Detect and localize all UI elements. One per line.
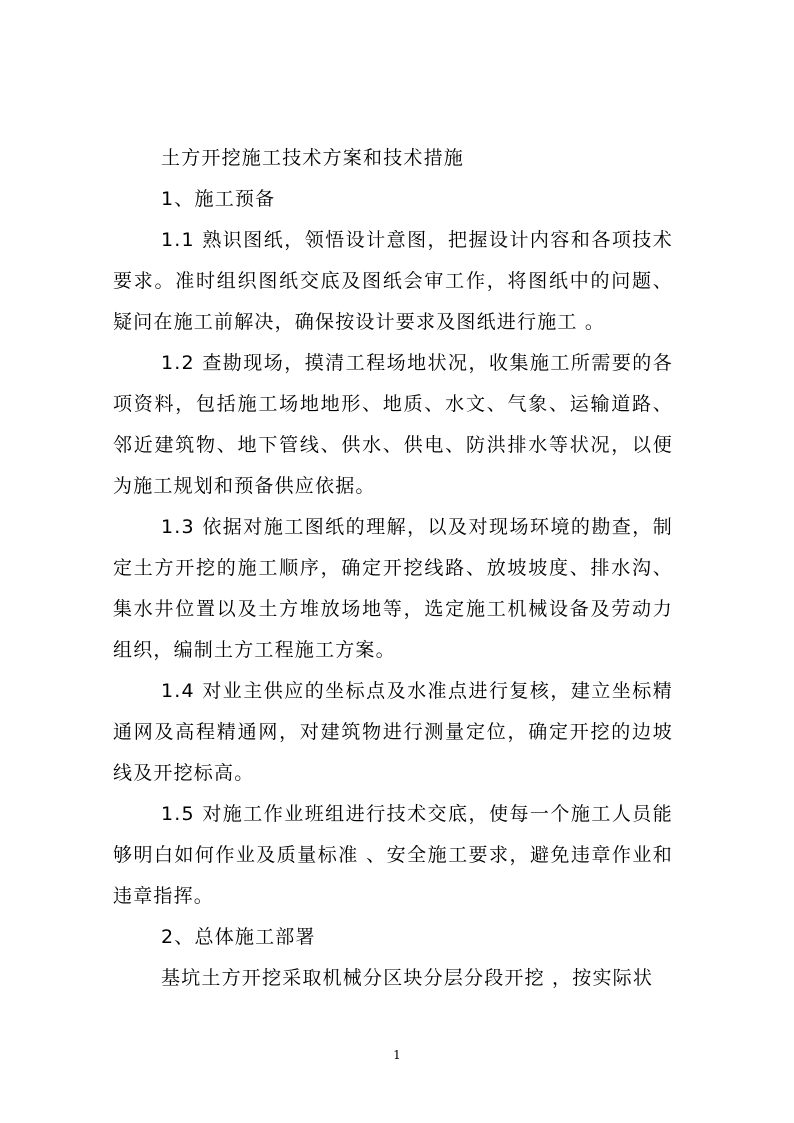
document-title: 土方开挖施工技术方案和技术措施 xyxy=(161,147,465,169)
section-heading: 1、施工预备 xyxy=(161,188,276,210)
paragraph: 基坑土方开挖采取机械分区块分层分段开挖 ，按实际状 xyxy=(161,967,654,989)
paragraph: 1.3 依据对施工图纸的理解，以及对现场环境的勘查，制定土方开挖的施工顺序，确定开挖线路、放坡坡度、排水沟、集水井位置以及土方堆放场地等，选定施工机械设备及劳动力组织，编制土方工程施工方案。 xyxy=(113,516,673,661)
paragraph: 1.1 熟识图纸，领悟设计意图，把握设计内容和各项技术要求。准时组织图纸交底及图纸会审工作，将图纸中的问题、疑问在施工前解决，确保按设计要求及图纸进行施工 。 xyxy=(113,229,673,333)
paragraph: 1.4 对业主供应的坐标点及水准点进行复核，建立坐标精通网及高程精通网，对建筑物进行测量定位，确定开挖的边坡线及开挖标高。 xyxy=(113,680,673,784)
section-heading: 2、总体施工部署 xyxy=(161,926,316,948)
paragraph: 1.2 查勘现场，摸清工程场地状况，收集施工所需要的各项资料，包括施工场地地形、地质、水文、气象、运输道路、邻近建筑物、地下管线、供水、供电、防洪排水等状况，以便为施工规划和预备供应依据。 xyxy=(113,352,673,497)
document-body xyxy=(113,138,673,999)
page-number: 1 xyxy=(393,1048,401,1062)
paragraph: 1.5 对施工作业班组进行技术交底，使每一个施工人员能够明白如何作业及质量标准 、安全施工要求，避免违章作业和违章指挥。 xyxy=(113,803,673,907)
